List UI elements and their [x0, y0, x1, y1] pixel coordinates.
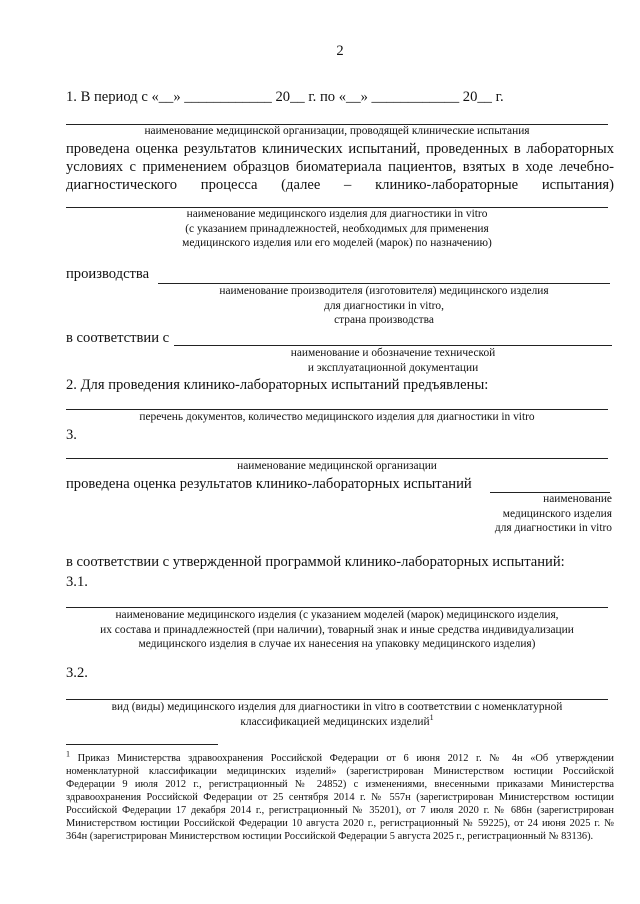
docs-caption-line: и эксплуатационной документации [307, 361, 479, 374]
assessment-device-caption-line: медицинского изделия [502, 507, 612, 520]
footnote-text: Приказ Министерства здравоохранения Российской Федерации от 6 июня 2012 г. № 4н «Об утверждении номенклатурной классификации медицинских изделий» (зарегистрирован Министерством юстиции Российской Федерации 9 июля 2012 г., регистрационный № 24852) с изменениями, внесенными приказами Министерства здравоохранения Российской Федерации от 25 сентября 2014 г. № 557н (зарегистрирован Министерством юстиции Российской Федерации 17 декабря 2014 г., регистрационный № 35201), от 7 июля 2020 г. № 686н (зарегистрирован Министерством юстиции Российской Федерации 10 августа 2020 г., регистрационный № 59225), от 24 июня 2025 г. № 364н (зарегистрирован Министерством юстиции Российской Федерации 5 августа 2025 г., регистрационный № 83136). [66, 753, 614, 842]
device-caption-line: медицинского изделия или его моделей (марок) по назначению) [182, 237, 492, 249]
production-label: производства [66, 266, 150, 282]
device-type-caption-text: классификацией медицинских изделий [240, 715, 430, 728]
device-type-caption [66, 700, 608, 729]
assessment-line: проведена оценка результатов клинико-лабораторных испытаний [66, 476, 472, 492]
manufacturer-caption-line: для диагностики in vitro, [324, 299, 444, 312]
testing-org-caption: наименование медицинской организации [237, 460, 437, 472]
footnote-reference[interactable]: 1 [429, 712, 434, 722]
device-caption-line: (с указанием принадлежностей, необходимых для применения [185, 222, 489, 235]
footnote-marker: 1 [66, 749, 70, 759]
section3-1-number: 3.1. [66, 574, 88, 590]
device-caption [66, 207, 608, 251]
documents-caption: перечень документов, количество медицинского изделия для диагностики in vitro [139, 411, 535, 423]
manufacturer-caption-line: страна производства [334, 314, 434, 326]
device-caption-line: наименование медицинского изделия для диагностики in vitro [186, 208, 488, 220]
period-line: 1. В период с «__» ____________ 20__ г. по «__» ____________ 20__ г. [66, 89, 504, 105]
paragraph1-line1: проведена оценка результатов клинических испытаний, проведенных в лабораторных [66, 141, 614, 157]
device-name-caption-line: наименование медицинского изделия (с указанием моделей (марок) медицинского изделия, [115, 609, 559, 621]
section3-2-number: 3.2. [66, 665, 88, 681]
page-number: 2 [336, 43, 344, 59]
program-line: в соответствии с утвержденной программой клинико-лабораторных испытаний: [66, 554, 565, 570]
paragraph1-line3: диагностического процесса (далее – клинико-лабораторные испытания) [66, 177, 614, 193]
assessment-device-caption-line: для диагностики in vitro [494, 522, 612, 534]
device-type-caption-line [66, 712, 608, 730]
section3-number: 3. [66, 427, 77, 443]
device-type-caption-line: вид (виды) медицинского изделия для диагностики in vitro в соответствии с номенклатурной [111, 701, 563, 713]
docs-caption-line: наименование и обозначение технической [290, 347, 496, 359]
docs-caption [174, 346, 612, 375]
paragraph1-line2: условиях с применением образцов биоматериала пациентов, взятых в ходе лечебно- [66, 159, 614, 175]
accordance-label: в соответствии с [66, 330, 170, 346]
footnote-separator [66, 744, 218, 745]
manufacturer-caption [158, 284, 610, 328]
device-name-caption [66, 608, 608, 652]
device-name-caption-line: их состава и принадлежностей (при наличии), товарный знак и иные средства индивидуализации [100, 623, 574, 636]
device-name-caption-line: медицинского изделия в случае их нанесения на упаковку медицинского изделия) [138, 638, 536, 650]
footnote [66, 749, 614, 843]
section2-text: 2. Для проведения клинико-лабораторных испытаний предъявлены: [66, 377, 489, 393]
manufacturer-caption-line: наименование производителя (изготовителя) медицинского изделия [219, 285, 549, 297]
assessment-device-caption [470, 492, 612, 536]
org-caption: наименование медицинской организации, проводящей клинические испытания [144, 125, 530, 137]
assessment-device-caption-line: наименование [543, 493, 612, 505]
